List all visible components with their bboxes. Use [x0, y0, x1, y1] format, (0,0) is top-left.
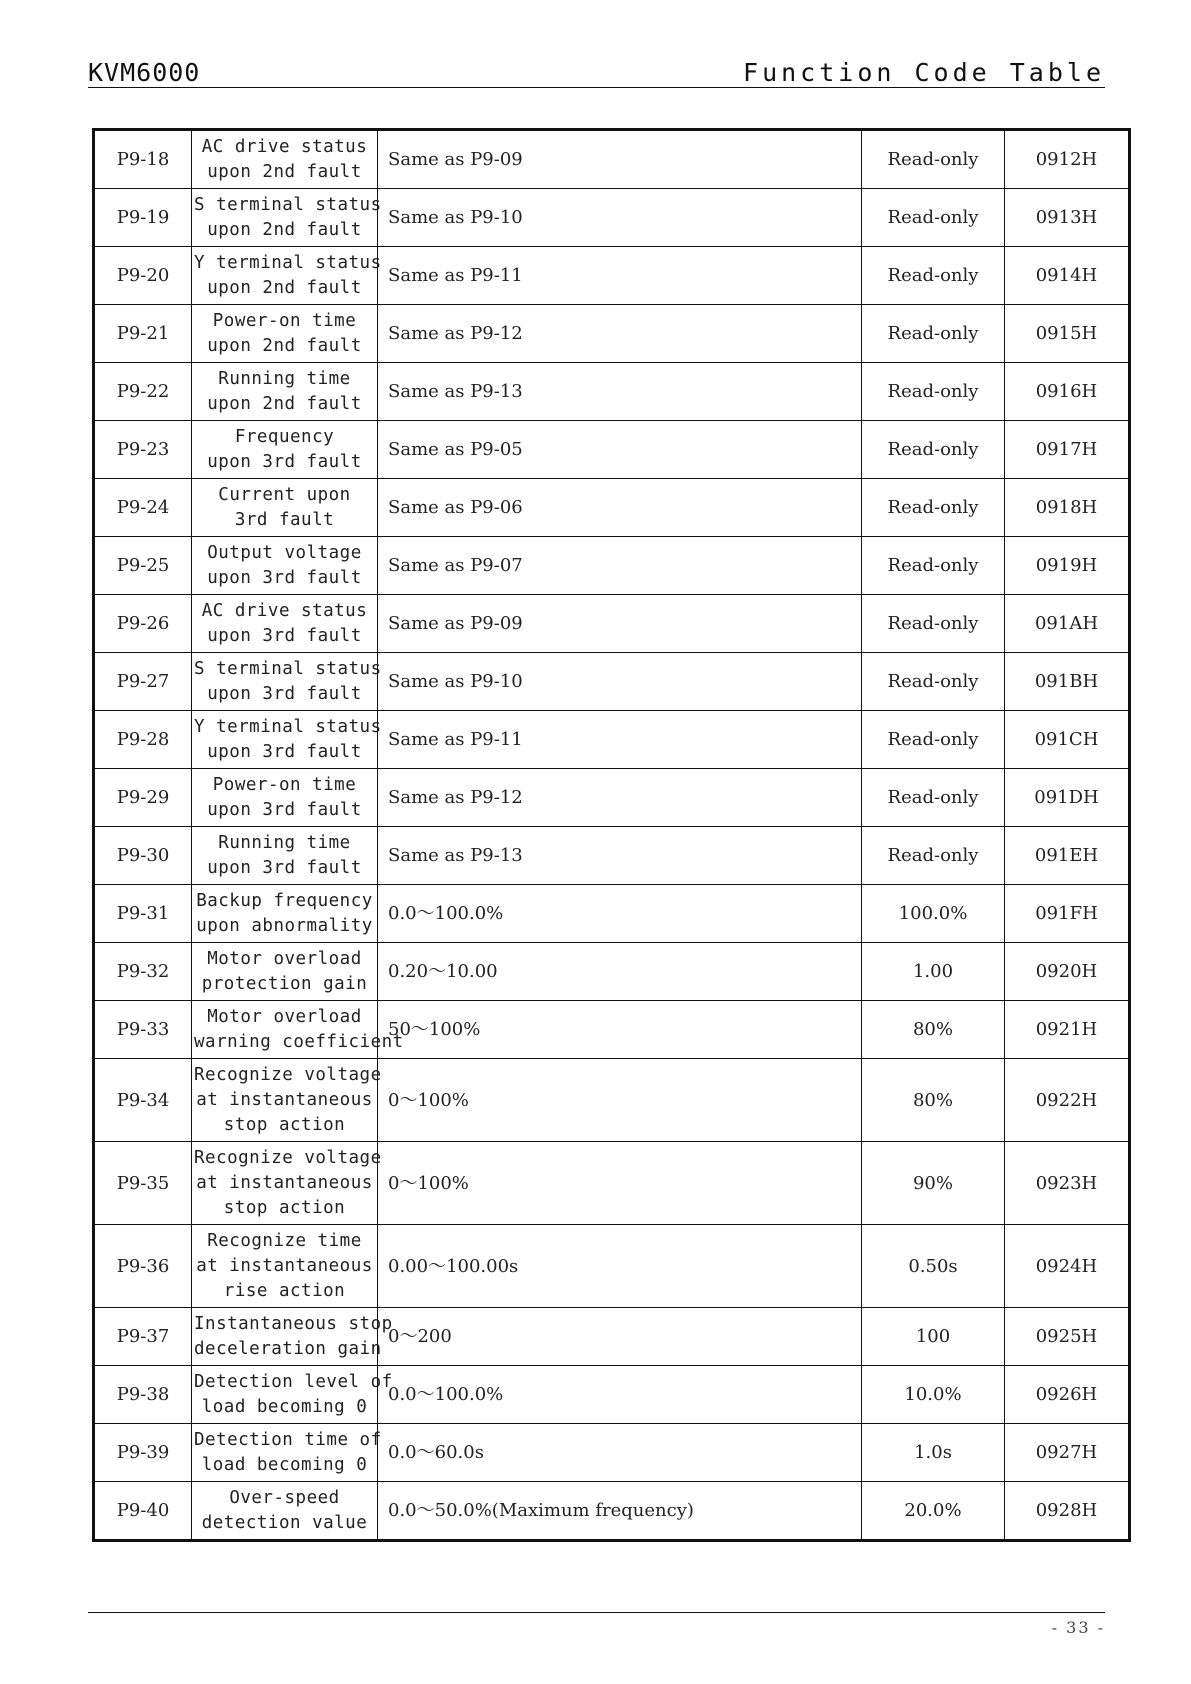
setting-range-cell: Same as P9-11 [378, 711, 862, 769]
table-row [94, 943, 1130, 1001]
function-code-cell: P9-29 [94, 769, 192, 827]
setting-range-cell: Same as P9-13 [378, 827, 862, 885]
parameter-name-cell [192, 1308, 393, 1366]
address-cell: 091CH [1005, 711, 1130, 769]
parameter-name-line: Running time [218, 832, 351, 853]
document-model: KVM6000 [88, 58, 201, 87]
parameter-name-line: Output voltage [207, 542, 362, 563]
parameter-name-line: Y terminal status [194, 716, 382, 737]
parameter-name-line: Detection time of [194, 1429, 382, 1450]
address-cell: 0920H [1005, 943, 1130, 1001]
setting-range-cell: Same as P9-07 [378, 537, 862, 595]
default-value-cell: Read-only [862, 595, 1005, 653]
setting-range-cell: Same as P9-12 [378, 769, 862, 827]
setting-range-cell: 0～200 [378, 1308, 862, 1366]
parameter-name-line: Motor overload [207, 948, 362, 969]
table-row [94, 247, 1130, 305]
table-row [94, 1059, 1130, 1142]
function-code-cell: P9-30 [94, 827, 192, 885]
table-row [94, 130, 1130, 189]
default-value-cell: 80% [862, 1001, 1005, 1059]
function-code-cell: P9-20 [94, 247, 192, 305]
default-value-cell: Read-only [862, 305, 1005, 363]
parameter-name-line: Power-on time [212, 310, 357, 331]
table-row [94, 1001, 1130, 1059]
parameter-name-line: Detection level of [194, 1371, 393, 1392]
address-cell: 0917H [1005, 421, 1130, 479]
parameter-name-line: upon 3rd fault [207, 799, 362, 820]
parameter-name-line: Over-speed [229, 1487, 340, 1508]
parameter-name-cell [192, 479, 378, 537]
function-code-cell: P9-33 [94, 1001, 192, 1059]
function-code-cell: P9-37 [94, 1308, 192, 1366]
parameter-name-line: AC drive status [201, 136, 368, 157]
parameter-name-cell [192, 305, 378, 363]
table-row [94, 1424, 1130, 1482]
parameter-name-line: load becoming 0 [201, 1454, 368, 1475]
parameter-name-cell [192, 1482, 378, 1541]
address-cell: 0922H [1005, 1059, 1130, 1142]
default-value-cell: 1.0s [862, 1424, 1005, 1482]
parameter-name-line: Running time [218, 368, 351, 389]
function-code-cell: P9-26 [94, 595, 192, 653]
address-cell: 0916H [1005, 363, 1130, 421]
function-code-cell: P9-22 [94, 363, 192, 421]
function-code-cell: P9-19 [94, 189, 192, 247]
setting-range-cell: 0～100% [378, 1142, 862, 1225]
parameter-name-cell [192, 827, 378, 885]
default-value-cell: 20.0% [862, 1482, 1005, 1541]
parameter-name-line: Recognize voltage [194, 1147, 382, 1168]
setting-range-cell: Same as P9-05 [378, 421, 862, 479]
default-value-cell: 10.0% [862, 1366, 1005, 1424]
parameter-name-line: upon 2nd fault [207, 277, 362, 298]
function-code-cell: P9-31 [94, 885, 192, 943]
address-cell: 0923H [1005, 1142, 1130, 1225]
function-code-cell: P9-28 [94, 711, 192, 769]
function-code-cell: P9-27 [94, 653, 192, 711]
parameter-name-line: 3rd fault [234, 509, 335, 530]
parameter-name-line: Recognize voltage [194, 1064, 382, 1085]
parameter-name-line: load becoming 0 [201, 1396, 368, 1417]
page-number: - 33 - [1051, 1618, 1105, 1637]
parameter-name-cell [192, 1366, 393, 1424]
default-value-cell: Read-only [862, 130, 1005, 189]
address-cell: 0927H [1005, 1424, 1130, 1482]
default-value-cell: Read-only [862, 827, 1005, 885]
function-code-table [92, 128, 1131, 1542]
parameter-name-cell [192, 943, 378, 1001]
parameter-name-line: upon 3rd fault [207, 451, 362, 472]
setting-range-cell: Same as P9-10 [378, 189, 862, 247]
default-value-cell: Read-only [862, 189, 1005, 247]
parameter-name-line: Y terminal status [194, 252, 382, 273]
parameter-name-line: at instantaneous [196, 1172, 373, 1193]
document-section-title: Function Code Table [743, 58, 1105, 87]
function-code-cell: P9-23 [94, 421, 192, 479]
default-value-cell: Read-only [862, 653, 1005, 711]
table-row [94, 1308, 1130, 1366]
parameter-name-line: Instantaneous stop [194, 1313, 393, 1334]
table-row [94, 1366, 1130, 1424]
address-cell: 0928H [1005, 1482, 1130, 1541]
table-row [94, 827, 1130, 885]
setting-range-cell: 50～100% [378, 1001, 862, 1059]
parameter-name-line: at instantaneous [196, 1089, 373, 1110]
default-value-cell: Read-only [862, 363, 1005, 421]
parameter-name-cell [192, 537, 378, 595]
address-cell: 0925H [1005, 1308, 1130, 1366]
function-code-cell: P9-32 [94, 943, 192, 1001]
table-row [94, 421, 1130, 479]
setting-range-cell: 0.0～50.0%(Maximum frequency) [378, 1482, 862, 1541]
address-cell: 0914H [1005, 247, 1130, 305]
parameter-name-line: AC drive status [201, 600, 368, 621]
address-cell: 0924H [1005, 1225, 1130, 1308]
parameter-name-cell [192, 769, 378, 827]
default-value-cell: Read-only [862, 537, 1005, 595]
parameter-name-cell [192, 653, 382, 711]
parameter-name-line: protection gain [201, 973, 368, 994]
setting-range-cell: 0.0～100.0% [378, 1366, 862, 1424]
address-cell: 0918H [1005, 479, 1130, 537]
parameter-name-line: detection value [201, 1512, 368, 1533]
parameter-name-line: stop action [223, 1114, 346, 1135]
parameter-name-line: upon 3rd fault [207, 741, 362, 762]
function-code-cell: P9-38 [94, 1366, 192, 1424]
address-cell: 091DH [1005, 769, 1130, 827]
parameter-name-cell [192, 247, 382, 305]
parameter-name-line: warning coefficient [194, 1031, 404, 1052]
parameter-name-line: at instantaneous [196, 1255, 373, 1276]
setting-range-cell: Same as P9-11 [378, 247, 862, 305]
setting-range-cell: 0.0～100.0% [378, 885, 862, 943]
default-value-cell: 100 [862, 1308, 1005, 1366]
default-value-cell: 90% [862, 1142, 1005, 1225]
parameter-name-line: upon 3rd fault [207, 857, 362, 878]
table-row [94, 595, 1130, 653]
address-cell: 091EH [1005, 827, 1130, 885]
setting-range-cell: 0.20～10.00 [378, 943, 862, 1001]
function-code-cell: P9-24 [94, 479, 192, 537]
parameter-name-cell [192, 130, 378, 189]
table-row [94, 305, 1130, 363]
header-rule [88, 87, 1105, 88]
parameter-name-cell [192, 595, 378, 653]
table-row [94, 769, 1130, 827]
parameter-name-line: rise action [223, 1280, 346, 1301]
function-code-cell: P9-25 [94, 537, 192, 595]
address-cell: 0921H [1005, 1001, 1130, 1059]
address-cell: 0926H [1005, 1366, 1130, 1424]
parameter-name-line: stop action [223, 1197, 346, 1218]
parameter-name-cell [192, 711, 382, 769]
parameter-name-cell [192, 885, 378, 943]
default-value-cell: Read-only [862, 247, 1005, 305]
parameter-name-cell [192, 1059, 382, 1142]
address-cell: 0915H [1005, 305, 1130, 363]
default-value-cell: Read-only [862, 421, 1005, 479]
parameter-name-line: upon 3rd fault [207, 567, 362, 588]
default-value-cell: Read-only [862, 479, 1005, 537]
parameter-name-line: Power-on time [212, 774, 357, 795]
table-row [94, 1482, 1130, 1541]
parameter-name-cell [192, 421, 378, 479]
default-value-cell: 0.50s [862, 1225, 1005, 1308]
footer-rule [88, 1612, 1105, 1613]
parameter-name-line: upon 2nd fault [207, 393, 362, 414]
table-row [94, 189, 1130, 247]
parameter-name-line: upon 2nd fault [207, 161, 362, 182]
parameter-name-line: upon abnormality [196, 915, 373, 936]
address-cell: 0912H [1005, 130, 1130, 189]
setting-range-cell: 0～100% [378, 1059, 862, 1142]
parameter-name-line: Frequency [234, 426, 335, 447]
default-value-cell: 100.0% [862, 885, 1005, 943]
parameter-name-cell [192, 189, 382, 247]
address-cell: 091FH [1005, 885, 1130, 943]
parameter-name-cell [192, 1424, 382, 1482]
parameter-name-line: deceleration gain [194, 1338, 382, 1359]
table-row [94, 479, 1130, 537]
default-value-cell: 1.00 [862, 943, 1005, 1001]
parameter-name-line: upon 3rd fault [207, 683, 362, 704]
parameter-name-line: upon 3rd fault [207, 625, 362, 646]
table-row [94, 711, 1130, 769]
parameter-name-line: upon 2nd fault [207, 219, 362, 240]
address-cell: 0919H [1005, 537, 1130, 595]
parameter-name-cell [192, 1225, 378, 1308]
address-cell: 091AH [1005, 595, 1130, 653]
setting-range-cell: Same as P9-09 [378, 595, 862, 653]
setting-range-cell: Same as P9-13 [378, 363, 862, 421]
table-row [94, 885, 1130, 943]
parameter-name-cell [192, 1142, 382, 1225]
setting-range-cell: Same as P9-06 [378, 479, 862, 537]
setting-range-cell: Same as P9-09 [378, 130, 862, 189]
function-code-cell: P9-40 [94, 1482, 192, 1541]
parameter-name-line: Motor overload [207, 1006, 362, 1027]
default-value-cell: Read-only [862, 711, 1005, 769]
table-row [94, 1142, 1130, 1225]
parameter-name-cell [192, 1001, 404, 1059]
function-code-cell: P9-34 [94, 1059, 192, 1142]
setting-range-cell: Same as P9-12 [378, 305, 862, 363]
setting-range-cell: 0.00～100.00s [378, 1225, 862, 1308]
parameter-name-line: S terminal status [194, 658, 382, 679]
parameter-name-line: S terminal status [194, 194, 382, 215]
parameter-name-line: Recognize time [207, 1230, 362, 1251]
table-row [94, 363, 1130, 421]
address-cell: 091BH [1005, 653, 1130, 711]
function-code-cell: P9-39 [94, 1424, 192, 1482]
parameter-name-line: upon 2nd fault [207, 335, 362, 356]
table-row [94, 1225, 1130, 1308]
function-code-cell: P9-18 [94, 130, 192, 189]
function-code-cell: P9-36 [94, 1225, 192, 1308]
function-code-table-body [94, 130, 1130, 1541]
address-cell: 0913H [1005, 189, 1130, 247]
parameter-name-cell [192, 363, 378, 421]
parameter-name-line: Current upon [218, 484, 351, 505]
setting-range-cell: Same as P9-10 [378, 653, 862, 711]
default-value-cell: Read-only [862, 769, 1005, 827]
table-row [94, 653, 1130, 711]
table-row [94, 537, 1130, 595]
function-code-cell: P9-35 [94, 1142, 192, 1225]
default-value-cell: 80% [862, 1059, 1005, 1142]
parameter-name-line: Backup frequency [196, 890, 373, 911]
function-code-cell: P9-21 [94, 305, 192, 363]
setting-range-cell: 0.0～60.0s [378, 1424, 862, 1482]
